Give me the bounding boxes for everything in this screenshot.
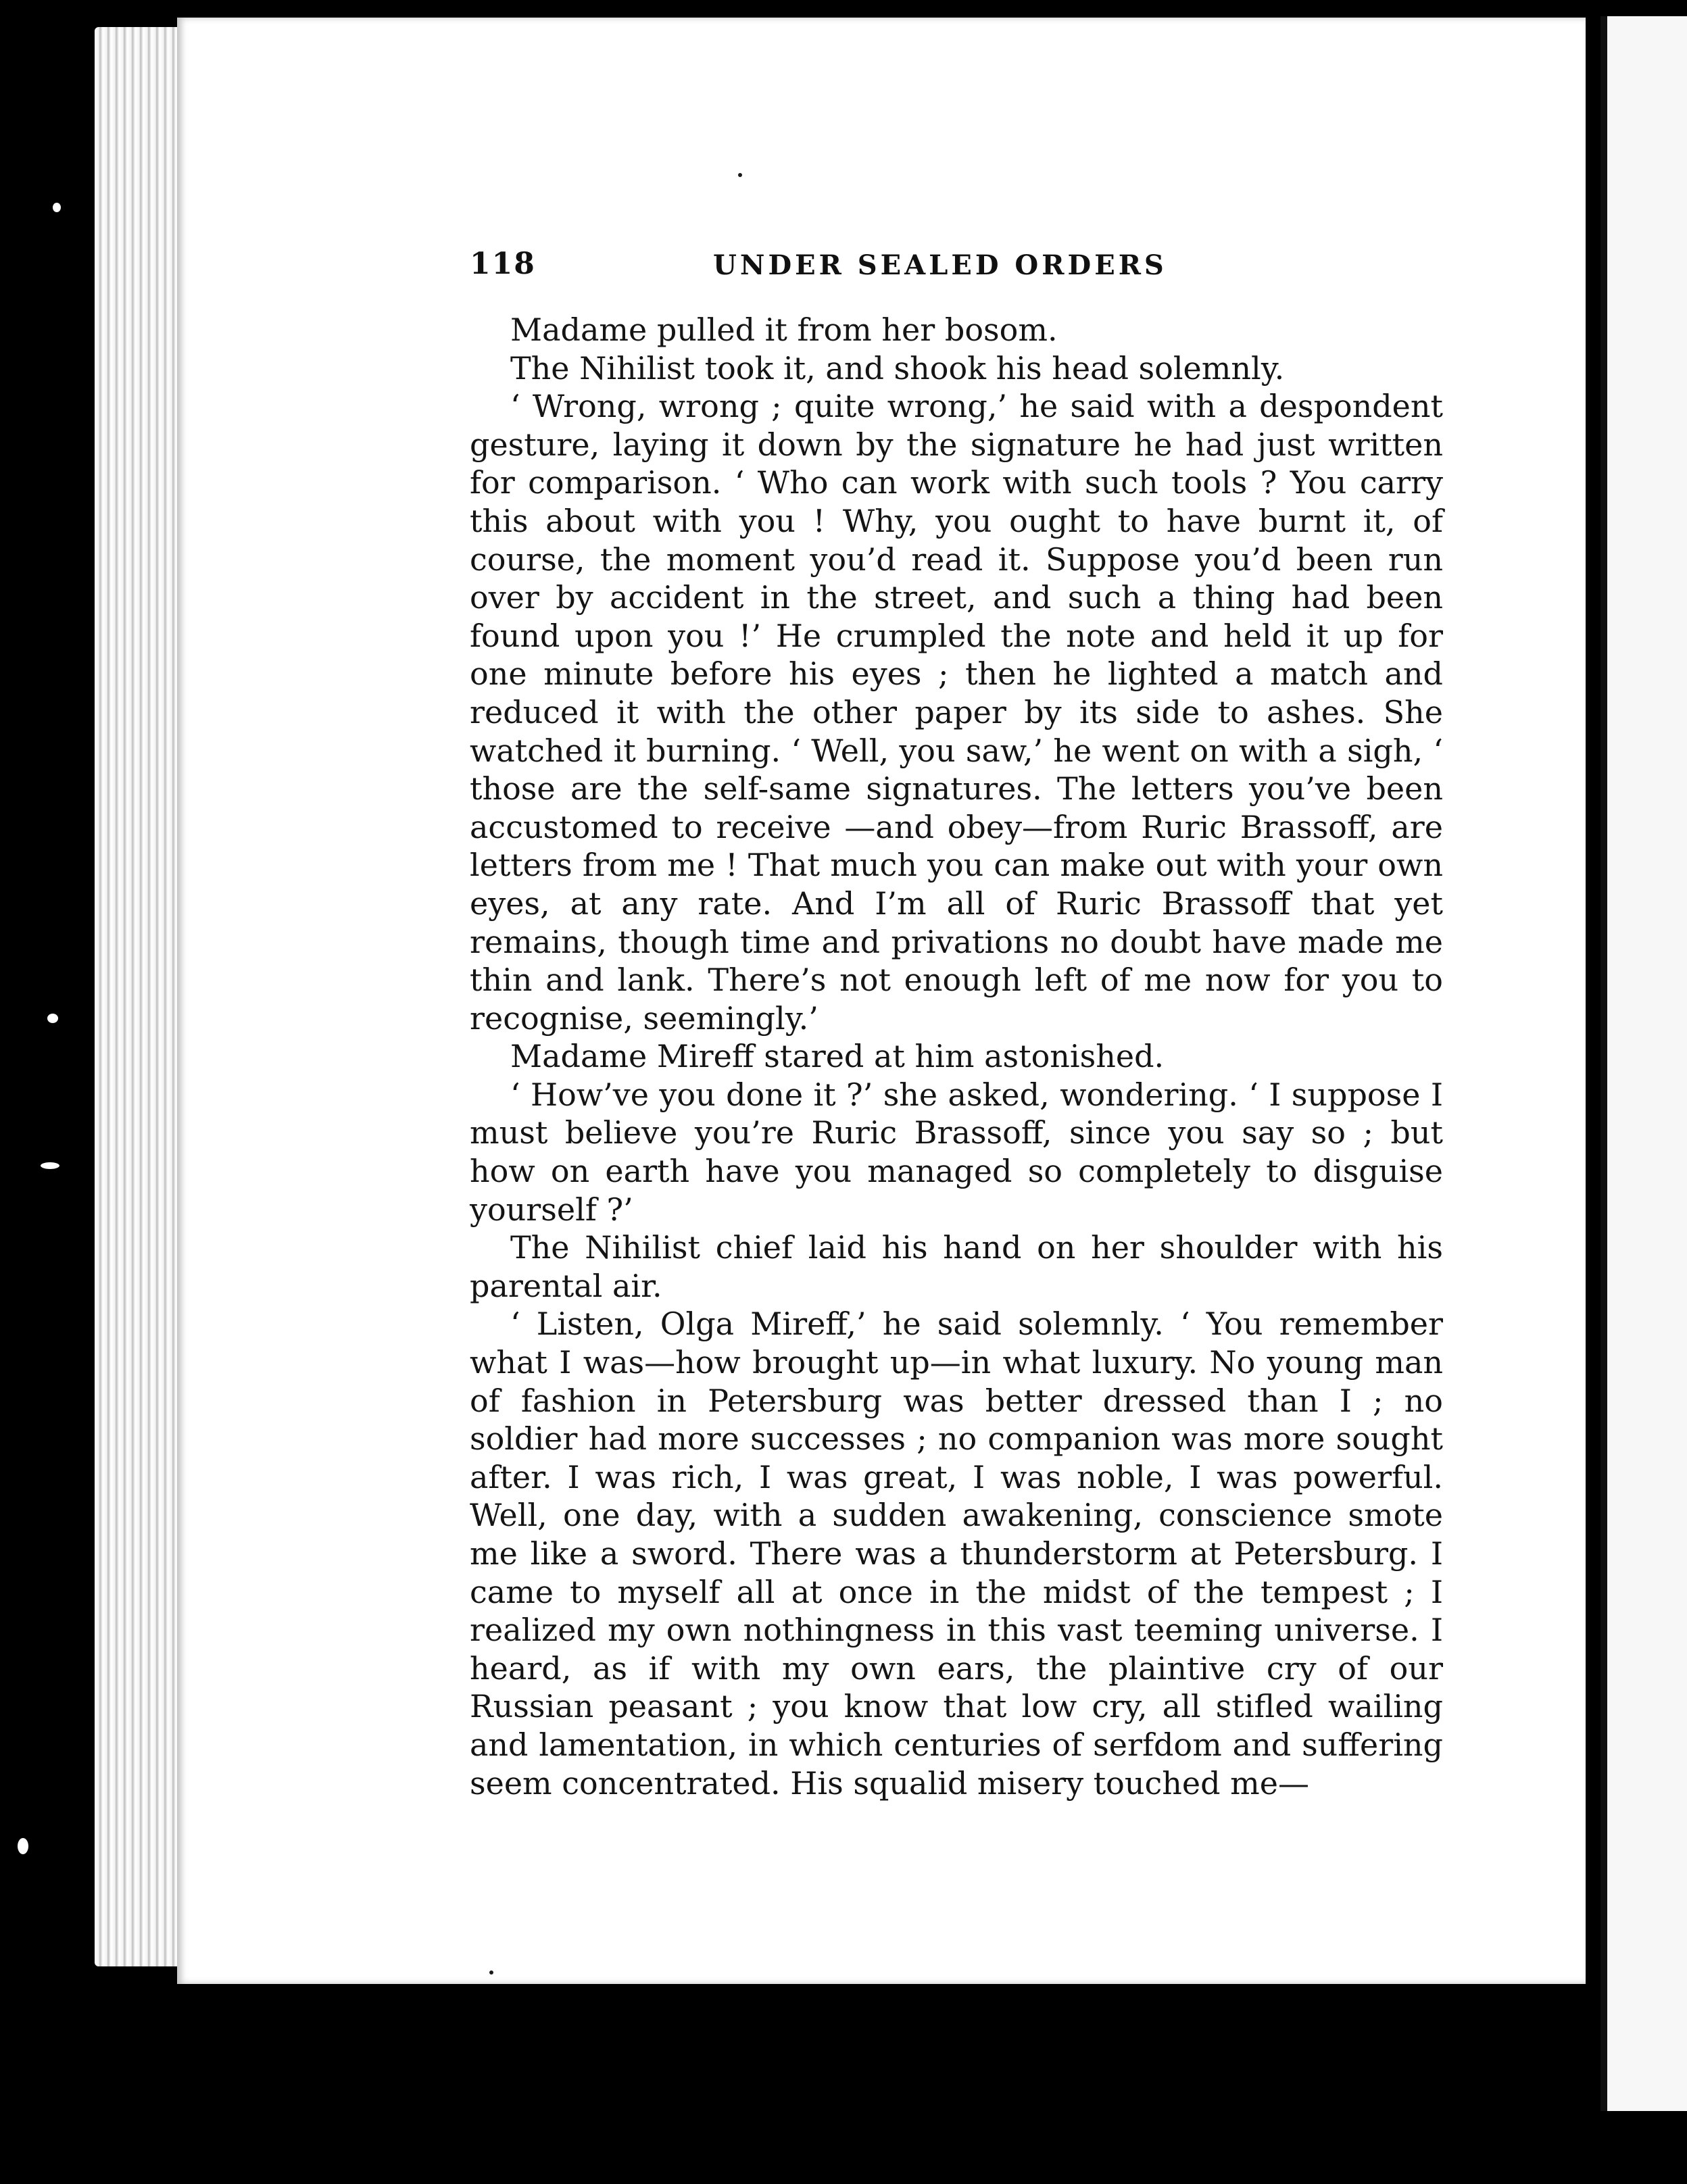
paragraph: ‘ How’ve you done it ?’ she asked, wondering. ‘ I suppose I must believe you’re Ruric Brassoff, since you say so ; but how on earth have you managed so completely to disguise yourself ?’ <box>470 1076 1443 1228</box>
paragraph: ‘ Listen, Olga Mireff,’ he said solemnly. ‘ You remember what I was—how brought up—in what luxury. No young man of fashion in Petersburg was better dressed than I ; no soldier had more successes ; no companion was more sought after. I was rich, I was great, I was noble, I was powerful. Well, one day, with a sudden awakening, conscience smote me like a sword. There was a thunderstorm at Petersburg. I came to myself all at once in the midst of the tempest ; I realized my own nothingness in this vast teeming universe. I heard, as if with my own ears, the plaintive cry of our Russian peasant ; you know that low cry, all stifled wailing and lamentation, in which centuries of serfdom and suffering seem concentrated. His squalid misery touched me— <box>470 1306 1443 1802</box>
ink-speck <box>738 173 742 177</box>
paragraph: The Nihilist took it, and shook his head solemnly. <box>510 349 1285 387</box>
page-header <box>470 247 1213 294</box>
margin-mark <box>41 1162 59 1169</box>
margin-mark <box>18 1838 28 1854</box>
paragraph: The Nihilist chief laid his hand on her shoulder with his parental air. <box>470 1229 1443 1304</box>
paragraph: Madame pulled it from her bosom. <box>510 312 1058 348</box>
page-number: 118 <box>470 247 536 281</box>
running-title: UNDER SEALED ORDERS <box>713 249 1167 281</box>
body-text <box>470 311 1443 1802</box>
book-page-edges <box>95 27 182 1966</box>
paragraph: ‘ Wrong, wrong ; quite wrong,’ he said with a despondent gesture, laying it down by the signature he had just written for comparison. ‘ Who can work with such tools ? You carry this about with you ! Why, you ought to have burnt it, of course, the moment you’d read it. Suppose you’d been run over by accident in the street, and such a thing had been found upon you !’ He crumpled the note and held it up for one minute before his eyes ; then he lighted a match and reduced it with the other paper by its side to ashes. She watched it burning. ‘ Well, you saw,’ he went on with a sigh, ‘ those are the self-same signatures. The letters you’ve been accustomed to receive —and obey—from Ruric Brassoff, are letters from me ! That much you can make out with your own eyes, at any rate. And I’m all of Ruric Brassoff that yet remains, though time and privations no doubt have made me thin and lank. There’s not enough left of me now for you to recognise, seemingly.’ <box>470 388 1443 1037</box>
margin-mark <box>47 1014 58 1023</box>
facing-page-edge <box>1600 16 1687 2111</box>
margin-mark <box>53 203 61 212</box>
paragraph: Madame Mireff stared at him astonished. <box>510 1038 1165 1075</box>
ink-speck <box>489 1970 493 1975</box>
